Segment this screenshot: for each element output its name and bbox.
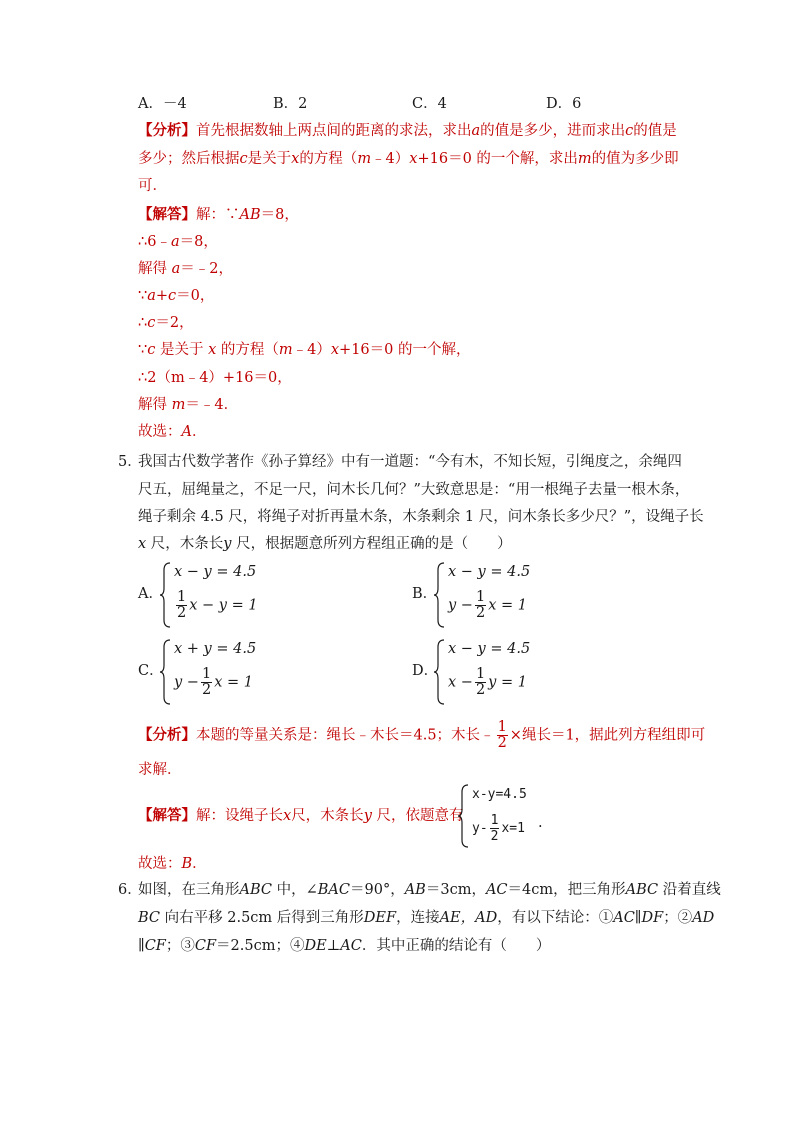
- text: 的值为多少即: [591, 151, 679, 167]
- system-row-2: [448, 667, 527, 698]
- text: x = 1: [488, 597, 527, 614]
- text: 的方程（: [216, 342, 279, 358]
- text: ，连接: [396, 910, 440, 926]
- brace-icon: [458, 784, 470, 848]
- text: 尺，木条长: [291, 808, 364, 824]
- text: ．其中正确的结论有（ ）: [361, 938, 551, 954]
- fraction: [490, 813, 500, 844]
- var: ABC: [625, 882, 659, 898]
- frac-num: 1: [475, 589, 486, 605]
- var: AC∥DF: [613, 910, 664, 926]
- text: 向右平移 2.5cm 后得到三角形: [160, 910, 364, 926]
- var: x: [208, 342, 217, 358]
- brace-icon: [160, 562, 172, 628]
- q5-analysis-line-1: [138, 720, 705, 751]
- fraction: [201, 667, 212, 698]
- var: AD: [692, 910, 715, 926]
- text: ∴6﹣: [138, 234, 171, 250]
- q4-solution-line-1: [138, 205, 299, 225]
- text: ﹣4）: [292, 342, 331, 358]
- text: ＝8，: [179, 234, 218, 250]
- frac-num: 1: [177, 589, 187, 605]
- q5-solution-line: [138, 806, 464, 826]
- var: x: [138, 536, 147, 552]
- text: ＝90°，: [350, 882, 405, 898]
- var: y: [223, 536, 232, 552]
- frac-den: 2: [475, 682, 486, 698]
- q5-option-d-label: D．: [412, 663, 439, 679]
- text: 是关于: [247, 151, 292, 167]
- text: x = 1: [214, 674, 253, 691]
- var: DE⊥AC: [304, 938, 362, 954]
- text: ＝2.5cm；④: [216, 938, 305, 954]
- var: x: [291, 151, 300, 167]
- fraction: [475, 667, 486, 698]
- system-row-1: x − y = 4.5: [448, 641, 531, 657]
- fraction: [475, 590, 486, 621]
- frac-den: 2: [475, 605, 486, 621]
- text: 解：设绳子长: [196, 808, 283, 824]
- analysis-tag: 【分析】: [138, 726, 196, 744]
- var: a+c: [147, 288, 177, 304]
- var: a: [471, 123, 481, 139]
- text: ∵: [138, 288, 148, 304]
- text: 多少；然后根据: [138, 151, 240, 167]
- q4-solution-line-3: [138, 259, 233, 279]
- text: 如图，在三角形: [138, 882, 240, 898]
- text: 尺，木条长: [146, 536, 224, 552]
- brace-icon: [160, 639, 172, 705]
- q4-choice: [138, 422, 206, 442]
- fraction: [497, 720, 508, 751]
- analysis-tag: 【分析】: [138, 122, 196, 139]
- var: DEF: [363, 910, 397, 926]
- var: y: [363, 808, 372, 824]
- text: ∵: [138, 342, 148, 358]
- frac-den: 2: [201, 682, 212, 698]
- frac-den: 2: [490, 829, 499, 844]
- q5-option-d-system: [434, 637, 554, 705]
- text: y −: [448, 597, 473, 614]
- text: 尺，依题意有: [371, 808, 464, 824]
- brace-icon: [434, 562, 446, 628]
- q5-option-b-system: [434, 560, 554, 628]
- brace-icon: [434, 639, 446, 705]
- q6-line-2: [138, 908, 714, 928]
- q4-solution-line-8: [138, 395, 238, 415]
- frac-num: 1: [201, 666, 212, 682]
- var: BAC: [317, 882, 350, 898]
- frac-num: 1: [490, 813, 499, 828]
- text: x − y = 1: [189, 597, 258, 614]
- system-row-2: [448, 590, 527, 621]
- var: m: [577, 151, 592, 167]
- q6-line-3: [138, 936, 550, 956]
- var: AB: [404, 882, 426, 898]
- text: ＝﹣4．: [185, 397, 239, 413]
- text: y −: [174, 674, 199, 691]
- var: x: [283, 808, 292, 824]
- var: x: [330, 342, 340, 358]
- var: m: [171, 397, 186, 413]
- var: x: [409, 151, 418, 167]
- text: ＝0，: [176, 288, 215, 304]
- q4-analysis-line-1: [138, 121, 677, 141]
- text: 故选：: [138, 856, 182, 872]
- frac-num: 1: [475, 666, 486, 682]
- text: ；③: [165, 938, 195, 954]
- q5-stem-line-1: 我国古代数学著作《孙子算经》中有一道题：“今有木，不知长短，引绳度之，余绳四: [138, 454, 682, 470]
- q4-option-c: C．4: [412, 96, 447, 112]
- var: ABC: [239, 882, 272, 898]
- system-end: .: [538, 815, 543, 831]
- fraction: [176, 590, 187, 621]
- var: m: [278, 342, 293, 358]
- var: BC: [138, 910, 161, 926]
- q4-solution-line-7: ∴2（m﹣4）+16＝0，: [138, 370, 292, 386]
- q4-option-d: D．6: [546, 96, 582, 112]
- var: AC: [485, 882, 508, 898]
- system-row-2: [472, 813, 525, 844]
- var: AB: [239, 207, 261, 223]
- solution-tag: 【解答】: [138, 807, 196, 824]
- text: ＝8，: [260, 207, 299, 223]
- q4-solution-line-6: [138, 340, 470, 360]
- text: 本题的等量关系是：绳长﹣木长＝4.5；木长﹣: [196, 727, 495, 744]
- var: c: [625, 123, 634, 139]
- system-row-1: x-y=4.5: [472, 787, 527, 802]
- var: a: [171, 261, 181, 277]
- q5-option-b-label: B．: [412, 586, 438, 602]
- text: ﹣4）: [371, 151, 410, 167]
- var: c: [147, 315, 156, 331]
- text: ＝4cm，把三角形: [507, 882, 626, 898]
- var: a: [170, 234, 180, 250]
- system-row-1: x − y = 4.5: [448, 564, 531, 580]
- text: +16＝0 的一个解，求出: [417, 151, 578, 167]
- text: 中，∠: [272, 882, 318, 898]
- text: ＝3cm，: [425, 882, 486, 898]
- text: y = 1: [488, 674, 527, 691]
- q5-option-a-label: A．: [138, 586, 163, 602]
- text: ＝﹣2，: [180, 261, 233, 277]
- text: 的值是: [633, 123, 677, 139]
- q5-solution-system: [458, 783, 558, 849]
- q4-analysis-line-2: [138, 149, 679, 169]
- text: y-: [472, 821, 488, 836]
- system-row-1: x − y = 4.5: [174, 564, 257, 580]
- text: 沿着直线: [658, 882, 721, 898]
- text: +16＝0 的一个解，: [339, 342, 471, 358]
- var: m: [357, 151, 372, 167]
- var: A: [181, 424, 192, 440]
- q5-analysis-line-2: 求解．: [138, 762, 182, 778]
- text: ；②: [663, 910, 693, 926]
- q4-solution-line-4: [138, 286, 214, 306]
- system-row-2: [174, 667, 253, 698]
- var: CF: [194, 938, 217, 954]
- var: c: [147, 342, 156, 358]
- q5-stem-line-2: 尺五，屈绳量之，不足一尺，问木长几何？”大致意思是：“用一根绳子去量一根木条，: [138, 482, 690, 498]
- text: ．: [192, 856, 207, 872]
- text: 解得: [138, 397, 172, 413]
- system-row-1: x + y = 4.5: [174, 641, 257, 657]
- q5-option-c-system: [160, 637, 280, 705]
- q5-stem-line-3: 绳子剩余 4.5 尺，将绳子对折再量木条，木条剩余 1 尺，问木条长多少尺？”，设绳子长: [138, 509, 704, 525]
- question-number: 5．: [118, 454, 142, 470]
- text: 首先根据数轴上两点间的距离的求法，求出: [196, 123, 472, 139]
- q4-option-b: B．2: [273, 96, 308, 112]
- q4-solution-line-2: [138, 232, 218, 252]
- frac-den: 2: [497, 735, 507, 751]
- text: ×绳长＝1，据此列方程组即可: [509, 727, 706, 744]
- solution-tag: 【解答】: [138, 206, 196, 223]
- var: c: [239, 151, 248, 167]
- system-row-2: [174, 590, 258, 621]
- text: 的值是多少，进而求出: [480, 123, 626, 139]
- frac-num: 1: [497, 719, 507, 735]
- frac-den: 2: [177, 605, 187, 621]
- q6-line-1: [138, 880, 721, 900]
- q5-option-c-label: C．: [138, 663, 164, 679]
- q4-solution-line-5: [138, 313, 194, 333]
- text: ，有以下结论：①: [497, 910, 614, 926]
- text: 故选：: [138, 424, 182, 440]
- var: AE，AD: [439, 910, 498, 926]
- text: x=1: [501, 821, 525, 836]
- text: 解：∵: [196, 207, 240, 223]
- q5-choice: [138, 854, 207, 874]
- q4-analysis-line-3: 可．: [138, 178, 167, 194]
- text: x −: [448, 674, 473, 691]
- text: 尺，根据题意所列方程组正确的是（ ）: [231, 536, 512, 552]
- text: ∴: [138, 315, 148, 331]
- q5-option-a-system: [160, 560, 280, 628]
- var: B: [181, 856, 193, 872]
- text: 的方程（: [299, 151, 358, 167]
- var: ∥CF: [138, 938, 166, 954]
- question-number: 6．: [118, 882, 142, 898]
- q5-stem-line-4: [138, 534, 512, 554]
- text: ＝2，: [155, 315, 194, 331]
- text: 是关于: [155, 342, 209, 358]
- q4-option-a: A．－4: [138, 96, 187, 112]
- text: 解得: [138, 261, 172, 277]
- text: ．: [191, 424, 207, 440]
